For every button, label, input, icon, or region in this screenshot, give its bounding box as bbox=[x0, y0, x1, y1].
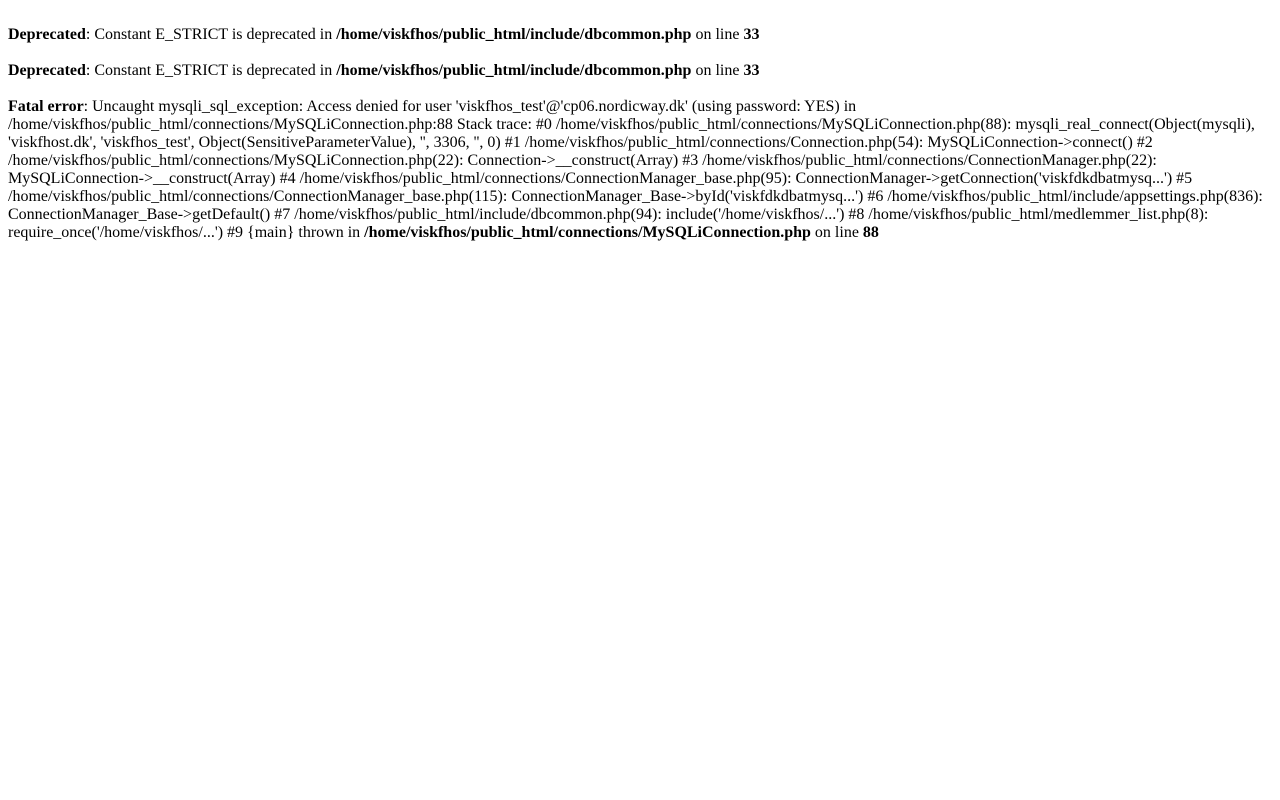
on-line-text: on line bbox=[810, 224, 863, 241]
on-line-text: on line bbox=[691, 62, 744, 79]
severity-label: Fatal error bbox=[8, 98, 84, 115]
on-line-text: on line bbox=[691, 26, 744, 43]
file-path: /home/viskfhos/public_html/include/dbcommon.php bbox=[336, 26, 692, 43]
message-text: : Uncaught mysqli_sql_exception: Access denied for user 'viskfhos_test'@'cp06.nordicway.dk' (using password: YES) in /home/viskfhos/public_html/connections/MySQLiConnection.php:88 Stack trace: #0 /home/viskfhos/public_html/connections/MySQLiConnection.php(88): mysqli_real_connect(Object(mysqli), 'viskfhost.dk', 'viskfhos_test', Object(SensitiveParameterValue), '', 3306, '', 0) #1 /home/viskfhos/public_html/connections/Connection.php(54): MySQLiConnection->connect() #2 /home/viskfhos/public_html/connections/MySQLiConnection.php(22): Connection->__construct(Array) #3 /home/viskfhos/public_html/connections/ConnectionManager.php(22): MySQLiConnection->__construct(Array) #4 /home/viskfhos/public_html/connections/ConnectionManager_base.php(95): ConnectionManager->getConnection('viskfdkdbatmysq...') #5 /home/viskfhos/public_html/connections/ConnectionManager_base.php(115): ConnectionManager_Base->byId('viskfdkdbatmysq...') #6 /home/viskfhos/public_html/include/appsettings.php(836): ConnectionManager_Base->getDefault() #7 /home/viskfhos/public_html/include/dbcommon.php(94): include('/home/viskfhos/...') #8 /home/viskfhos/public_html/medlemmer_list.php(8): require_once('/home/viskfhos/...') #9 {main} thrown in bbox=[8, 98, 1263, 241]
deprecated-message-2 bbox=[8, 62, 1272, 80]
file-path: /home/viskfhos/public_html/connections/MySQLiConnection.php bbox=[364, 224, 811, 241]
message-text: : Constant E_STRICT is deprecated in bbox=[85, 26, 337, 43]
message-text: : Constant E_STRICT is deprecated in bbox=[85, 62, 337, 79]
severity-label: Deprecated bbox=[8, 62, 86, 79]
line-number: 33 bbox=[743, 26, 760, 43]
line-number: 88 bbox=[862, 224, 879, 241]
file-path: /home/viskfhos/public_html/include/dbcommon.php bbox=[336, 62, 692, 79]
deprecated-message-1 bbox=[8, 26, 1272, 44]
top-spacer bbox=[8, 8, 1272, 26]
severity-label: Deprecated bbox=[8, 26, 86, 43]
line-number: 33 bbox=[743, 62, 760, 79]
fatal-error-message bbox=[8, 98, 1272, 242]
